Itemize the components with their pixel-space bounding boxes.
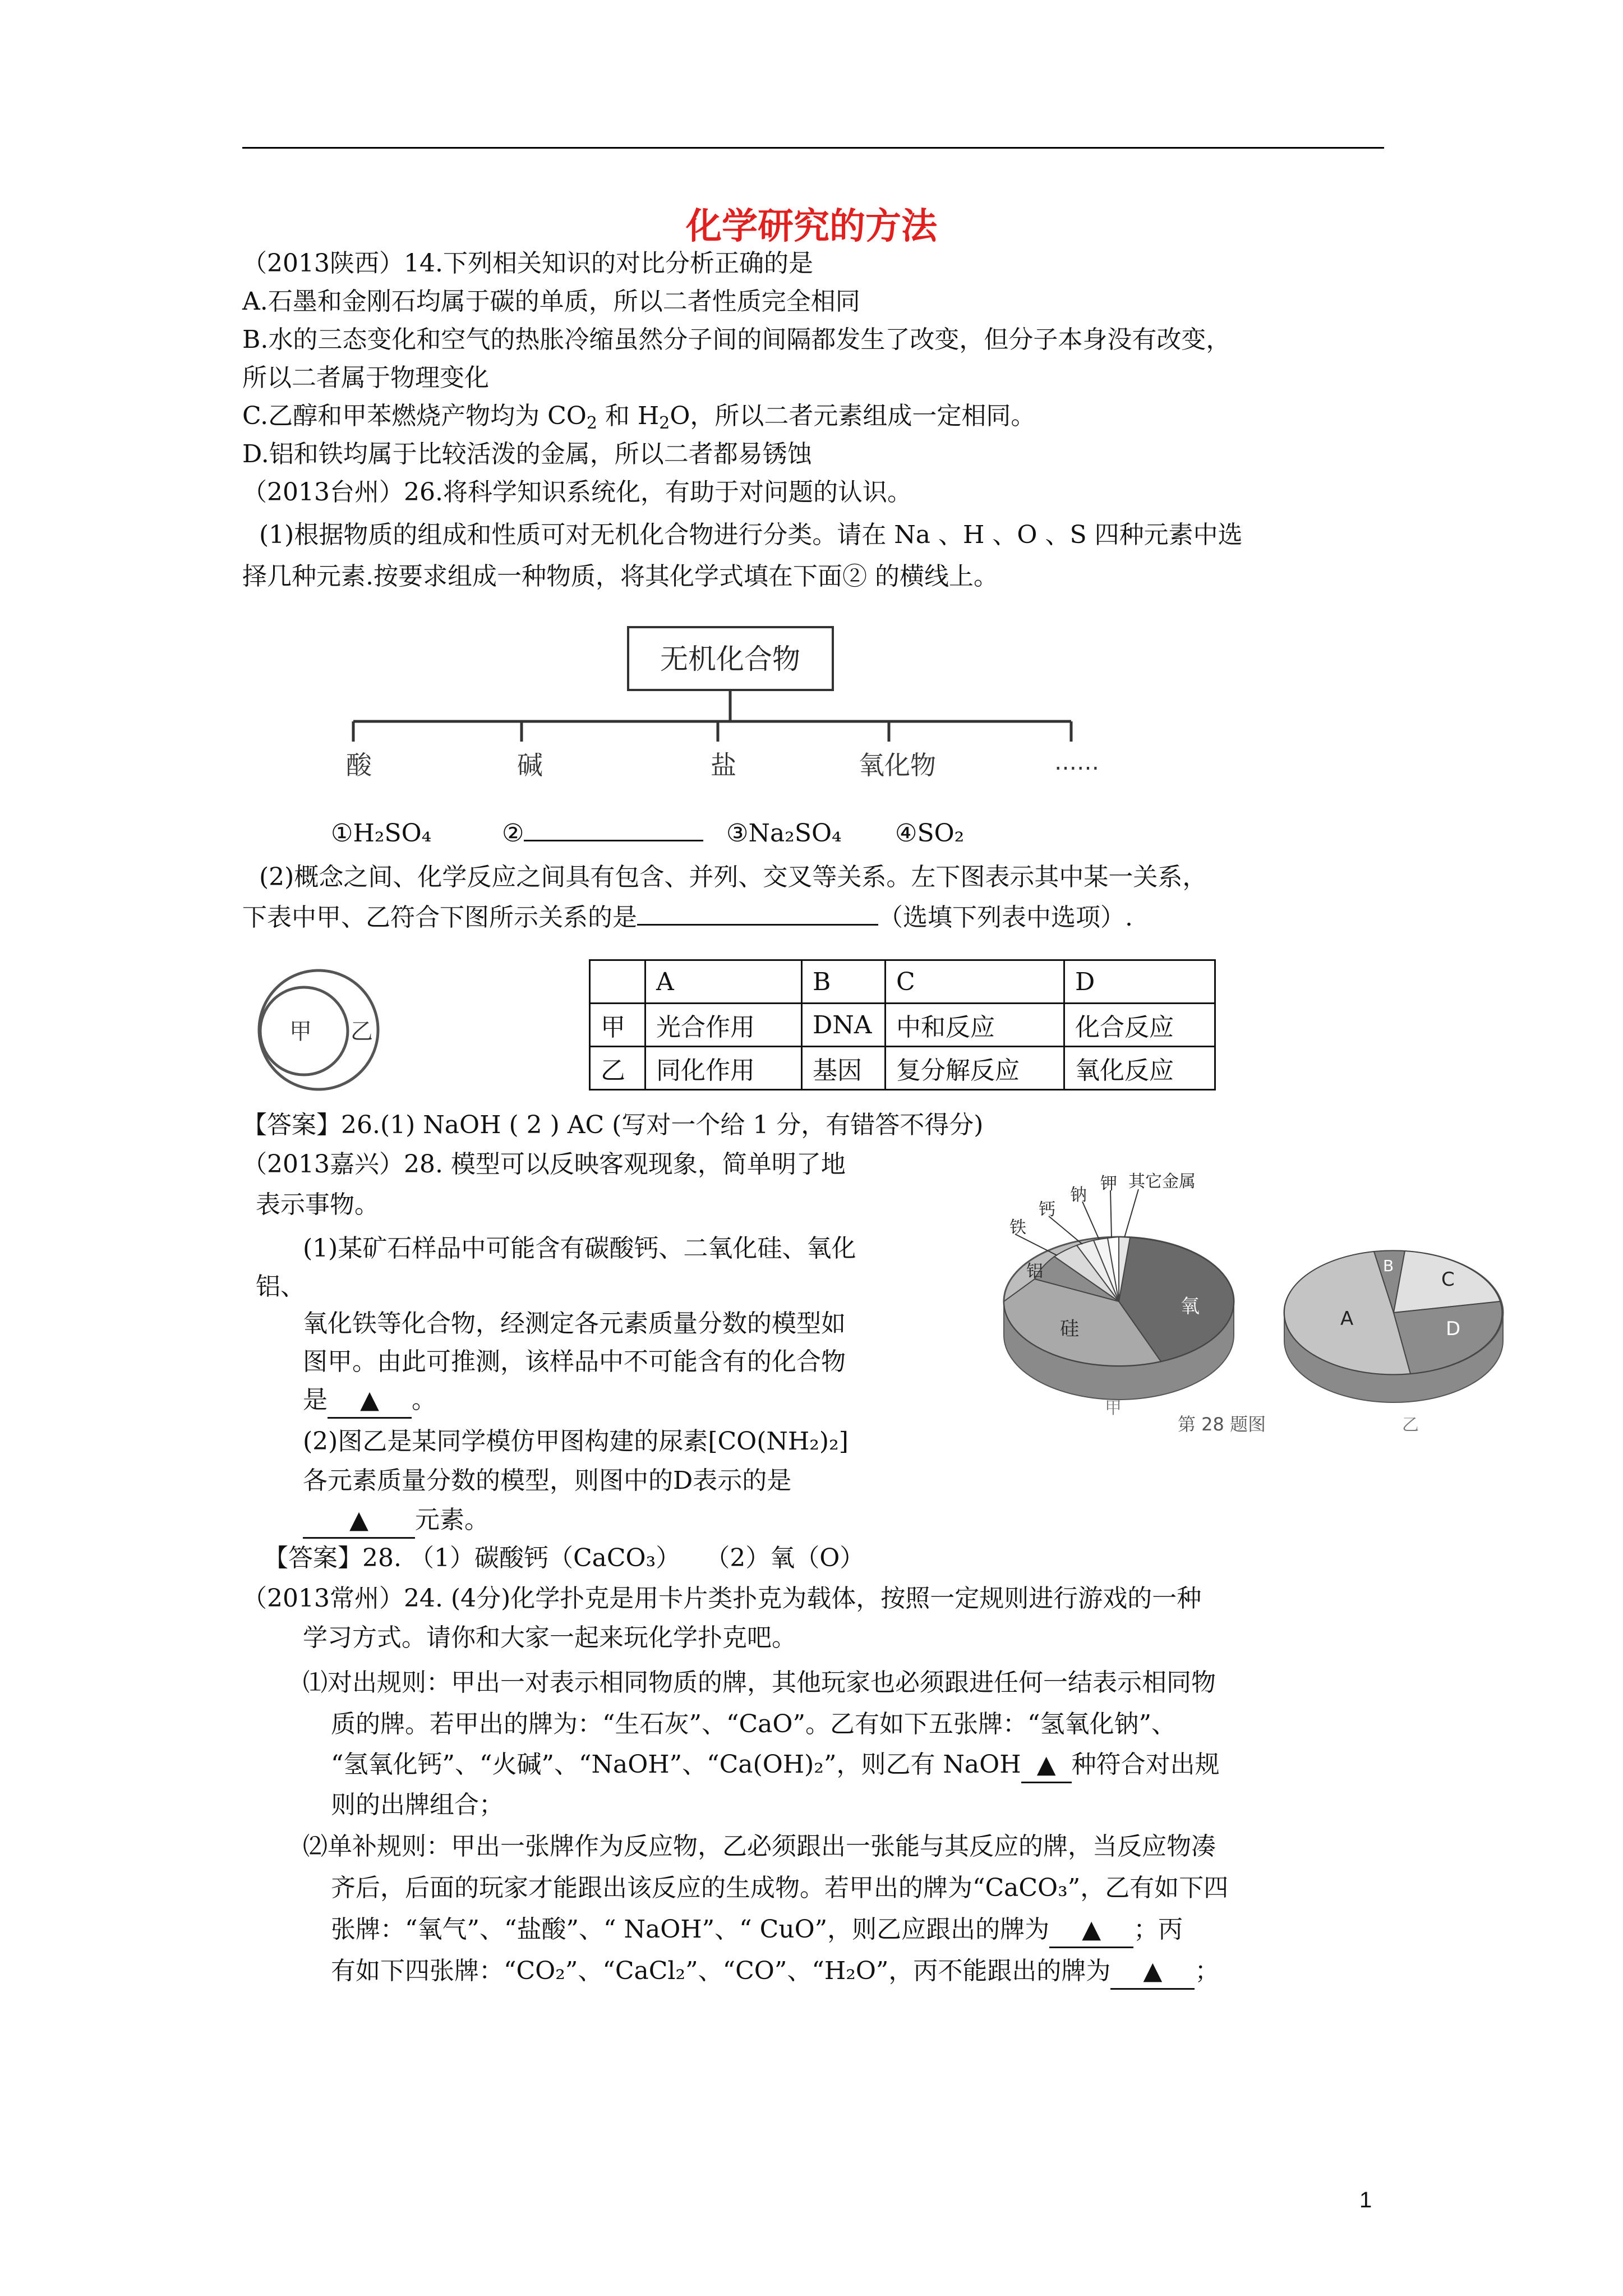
pie-label-aluminum: 铝: [1026, 1262, 1043, 1281]
diagram-branch-oxide: 氧化物: [859, 750, 936, 780]
q28-part1-line1: (1)某矿石样品中可能含有碳酸钙、二氧化硅、氧化: [303, 1234, 856, 1263]
pie-label-C: C: [1441, 1268, 1455, 1291]
q28-part2-line1: (2)图乙是某同学模仿甲图构建的尿素[CO(NH₂)₂]: [303, 1427, 849, 1456]
pie-label-potassium: 钾: [1100, 1174, 1117, 1194]
q24-rule1-line4: 则的出牌组合；: [331, 1791, 504, 1819]
pie-label-silicon: 硅: [1060, 1318, 1079, 1340]
q26-formula-2: ②: [502, 817, 703, 850]
q14-option-a: A.石墨和金刚石均属于碳的单质，所以二者性质完全相同: [242, 287, 860, 316]
pie-label-iron: 铁: [1009, 1218, 1026, 1237]
pie-chart-yi: [1284, 1250, 1503, 1402]
table-cell: DNA: [802, 1004, 886, 1047]
q26-stem: （2013台州）26.将科学知识系统化，有助于对问题的认识。: [242, 478, 912, 507]
q14-option-b-line1: B.水的三态变化和空气的热胀冷缩虽然分子间的间隔都发生了改变，但分子本身没有改变，: [242, 325, 1231, 354]
venn-outer-label: 乙: [351, 1019, 373, 1045]
table-cell: 复分解反应: [886, 1047, 1064, 1090]
table-cell: C: [886, 960, 1064, 1004]
q28-part2-line2: 各元素质量分数的模型，则图中的D表示的是: [303, 1466, 792, 1495]
q24-rule2-line4: 有如下四张牌：“CO₂”、“CaCl₂”、“CO”、“H₂O”，丙不能跟出的牌为 ▲ ；: [331, 1954, 1219, 1990]
page-number: 1: [1359, 2188, 1372, 2212]
pie-label-sodium: 钠: [1070, 1185, 1087, 1205]
caption-jia: 甲: [1105, 1398, 1122, 1418]
q24-rule1-line2: 质的牌。若甲出的牌为：“生石灰”、“CaO”。乙有如下五张牌：“氢氧化钠”、: [331, 1710, 1176, 1738]
q14-option-b-line2: 所以二者属于物理变化: [242, 364, 489, 392]
table-cell: D: [1064, 960, 1215, 1004]
options-table: [589, 959, 1216, 1091]
q26-formula-3: ③Na₂SO₄: [726, 819, 842, 848]
pie-label-oxygen: 氧: [1181, 1295, 1200, 1318]
table-cell: 中和反应: [886, 1004, 1064, 1047]
diagram-branch-more: ……: [1054, 749, 1099, 775]
q28-part1-line4: 图甲。由此可推测，该样品中不可能含有的化合物: [303, 1347, 846, 1376]
q28-answer: 【答案】28. （1）碳酸钙（CaCO₃） （2）氧（O）: [264, 1544, 865, 1572]
q24-stem-line2: 学习方式。请你和大家一起来玩化学扑克吧。: [303, 1623, 796, 1652]
header-rule: [242, 147, 1384, 149]
pie-label-B: B: [1383, 1257, 1394, 1275]
table-row: [590, 1047, 1215, 1090]
answer-placeholder-mark: ▲: [349, 1506, 368, 1534]
pie-label-D: D: [1446, 1318, 1461, 1340]
table-cell: A: [645, 960, 802, 1004]
classification-diagram: [336, 623, 1133, 791]
table-cell: [590, 960, 645, 1004]
q28-part1-line3: 氧化铁等化合物，经测定各元素质量分数的模型如: [303, 1309, 846, 1338]
table-cell: 基因: [802, 1047, 886, 1090]
table-row: [590, 1004, 1215, 1047]
table-cell: 化合反应: [1064, 1004, 1215, 1047]
q24-rule2-line2: 齐后，后面的玩家才能跟出该反应的生成物。若甲出的牌为“CaCO₃”，乙有如下四: [331, 1874, 1229, 1902]
q28-stem-line1: （2013嘉兴）28. 模型可以反映客观现象，简单明了地: [242, 1150, 846, 1179]
table-header-row: [590, 960, 1215, 1004]
q26-part1-line2: 择几种元素.按要求组成一种物质，将其化学式填在下面② 的横线上。: [242, 562, 998, 591]
table-cell: B: [802, 960, 886, 1004]
q24-rule1-line3: “氢氧化钙”、“火碱”、“NaOH”、“Ca(OH)₂”，则乙有 NaOH ▲ 种符合对出规: [331, 1748, 1220, 1783]
answer-placeholder-mark: ▲: [1036, 1750, 1056, 1779]
q14-stem: （2013陕西）14.下列相关知识的对比分析正确的是: [242, 249, 813, 278]
pie-label-other-metals: 其它金属: [1128, 1172, 1196, 1191]
answer-placeholder-mark: ▲: [1082, 1915, 1101, 1944]
q24-rule1-line1: ⑴对出规则：甲出一对表示相同物质的牌，其他玩家也必须跟进任何一结表示相同物: [303, 1668, 1216, 1697]
page-title: 化学研究的方法: [686, 206, 937, 247]
q26-part2-line2: 下表中甲、乙符合下图所示关系的是 （选填下列表中选项）.: [242, 903, 1133, 932]
caption-yi: 乙: [1402, 1415, 1419, 1435]
venn-diagram: [247, 965, 398, 1094]
q14-option-c: C.乙醇和甲苯燃烧产物均为 $CO_2$ 和 $H_2O$，所以二者元素组成一定相同。: [242, 402, 1036, 433]
q26-answer: 【答案】26.(1) NaOH ( 2 ) AC (写对一个给 1 分，有错答不得分): [242, 1111, 984, 1139]
q26-formula-1: ①H₂SO₄: [331, 819, 432, 848]
answer-placeholder-mark: ▲: [1143, 1957, 1163, 1985]
pie-label-A: A: [1340, 1308, 1354, 1330]
q28-part1-line2: 铝、: [256, 1272, 305, 1301]
table-cell: 氧化反应: [1064, 1047, 1215, 1090]
q26-part1-line1: (1)根据物质的组成和性质可对无机化合物进行分类。请在 Na 、H 、O 、S 四种元素中选: [259, 521, 1243, 549]
figure-caption: 第 28 题图: [1178, 1414, 1266, 1435]
table-cell: 同化作用: [645, 1047, 802, 1090]
q24-rule2-line3: 张牌：“氧气”、“盐酸”、“ NaOH”、“ CuO”，则乙应跟出的牌为 ▲ ；丙: [331, 1913, 1183, 1948]
table-cell: 光合作用: [645, 1004, 802, 1047]
table-cell: 乙: [590, 1047, 645, 1090]
pie-chart-jia: [1004, 1172, 1234, 1400]
venn-inner-label: 甲: [289, 1019, 312, 1045]
table-cell: 甲: [590, 1004, 645, 1047]
q24-rule2-line1: ⑵单补规则：甲出一张牌作为反应物，乙必须跟出一张能与其反应的牌，当反应物凑: [303, 1832, 1216, 1861]
q28-part1-line5: 是 ▲ 。: [303, 1383, 436, 1419]
answer-placeholder-mark: ▲: [360, 1386, 379, 1414]
diagram-root-label: 无机化合物: [660, 643, 800, 675]
q26-formula-4: ④SO₂: [895, 819, 965, 848]
q28-stem-line2: 表示事物。: [256, 1190, 379, 1219]
pie-label-calcium: 钙: [1039, 1200, 1055, 1220]
q24-stem-line1: （2013常州）24. (4分)化学扑克是用卡片类扑克为载体，按照一定规则进行游戏的一种: [242, 1584, 1202, 1613]
diagram-branch-acid: 酸: [346, 750, 372, 780]
diagram-branch-base: 碱: [517, 750, 543, 780]
q28-figure: [993, 1167, 1514, 1458]
q26-part2-line1: (2)概念之间、化学反应之间具有包含、并列、交叉等关系。左下图表示其中某一关系，: [259, 863, 1207, 891]
q28-part2-line3: ▲ 元素。: [303, 1503, 489, 1539]
diagram-branch-salt: 盐: [711, 750, 736, 780]
q14-option-d: D.铝和铁均属于比较活泼的金属，所以二者都易锈蚀: [242, 440, 812, 468]
